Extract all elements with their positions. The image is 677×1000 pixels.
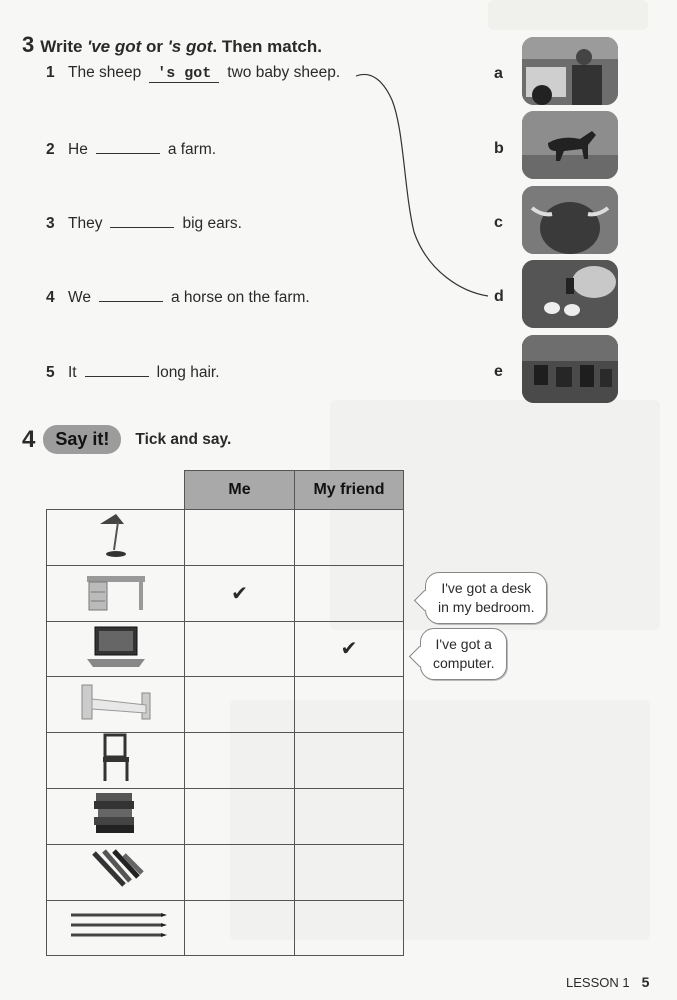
tick-cell[interactable] [185, 844, 295, 900]
table-row [47, 566, 404, 622]
match-letter: d [494, 288, 504, 305]
tick-cell[interactable] [185, 900, 295, 956]
table-row [47, 900, 404, 956]
speech-bubble: I've got a computer. [420, 628, 507, 680]
tick-cell[interactable] [295, 844, 404, 900]
books-icon [86, 789, 146, 839]
exercise-item: 4 We a horse on the farm. [46, 289, 310, 306]
tick-cell[interactable] [295, 732, 404, 788]
horses-field-photo [522, 335, 618, 403]
speech-bubble: I've got a desk in my bedroom. [425, 572, 547, 624]
instruction: Tick and say. [135, 430, 232, 448]
match-letter: a [494, 65, 503, 82]
pencils-icon [61, 905, 171, 945]
tick-cell[interactable] [185, 677, 295, 733]
tick-cell[interactable] [185, 788, 295, 844]
sheep-lambs-photo [522, 260, 618, 328]
exercise-item: 5 It long hair. [46, 364, 220, 381]
page-number: 5 [641, 974, 650, 990]
exercise-item: 1 The sheep 's got two baby sheep. [46, 64, 341, 82]
exercise-number: 4 [22, 425, 36, 453]
exercise-3-title: 3 Write 've got or 's got. Then match. [22, 32, 322, 57]
header-my-friend: My friend [295, 471, 404, 510]
tick-cell[interactable] [185, 510, 295, 566]
header-me: Me [185, 471, 295, 510]
tick-cell[interactable] [295, 566, 404, 622]
pens-icon [84, 845, 148, 895]
chair-icon [91, 733, 141, 783]
tick-cell[interactable] [185, 621, 295, 677]
tick-cell[interactable] [295, 900, 404, 956]
highland-cow-photo [522, 186, 618, 254]
tick-table [46, 470, 404, 956]
exercise-item: 3 They big ears. [46, 215, 242, 232]
table-row [47, 621, 404, 677]
laptop-icon [81, 623, 151, 669]
table-row [47, 844, 404, 900]
exercise-item: 2 He a farm. [46, 141, 217, 158]
tick-cell[interactable]: ✔ [295, 621, 404, 677]
tick-cell[interactable]: ✔ [185, 566, 295, 622]
desk-icon [81, 568, 151, 614]
lesson-label: LESSON 1 [566, 975, 630, 990]
table-row [47, 510, 404, 566]
lamp-icon [86, 510, 146, 560]
tick-cell[interactable] [295, 510, 404, 566]
page-footer [566, 974, 649, 990]
match-letter: c [494, 214, 503, 231]
exercise-4-title [22, 425, 231, 454]
match-letter: b [494, 140, 504, 157]
match-letter: e [494, 363, 503, 380]
say-it-badge: Say it! [43, 425, 121, 454]
tick-cell[interactable] [185, 732, 295, 788]
table-row [47, 732, 404, 788]
tick-cell[interactable] [295, 788, 404, 844]
exercise-number: 3 [22, 32, 35, 57]
horse-photo [522, 111, 618, 179]
answer-blank[interactable]: 's got [149, 65, 219, 83]
table-row [47, 788, 404, 844]
bed-icon [76, 679, 156, 725]
table-row [47, 677, 404, 733]
farmer-tractor-photo [522, 37, 618, 105]
tick-cell[interactable] [295, 677, 404, 733]
